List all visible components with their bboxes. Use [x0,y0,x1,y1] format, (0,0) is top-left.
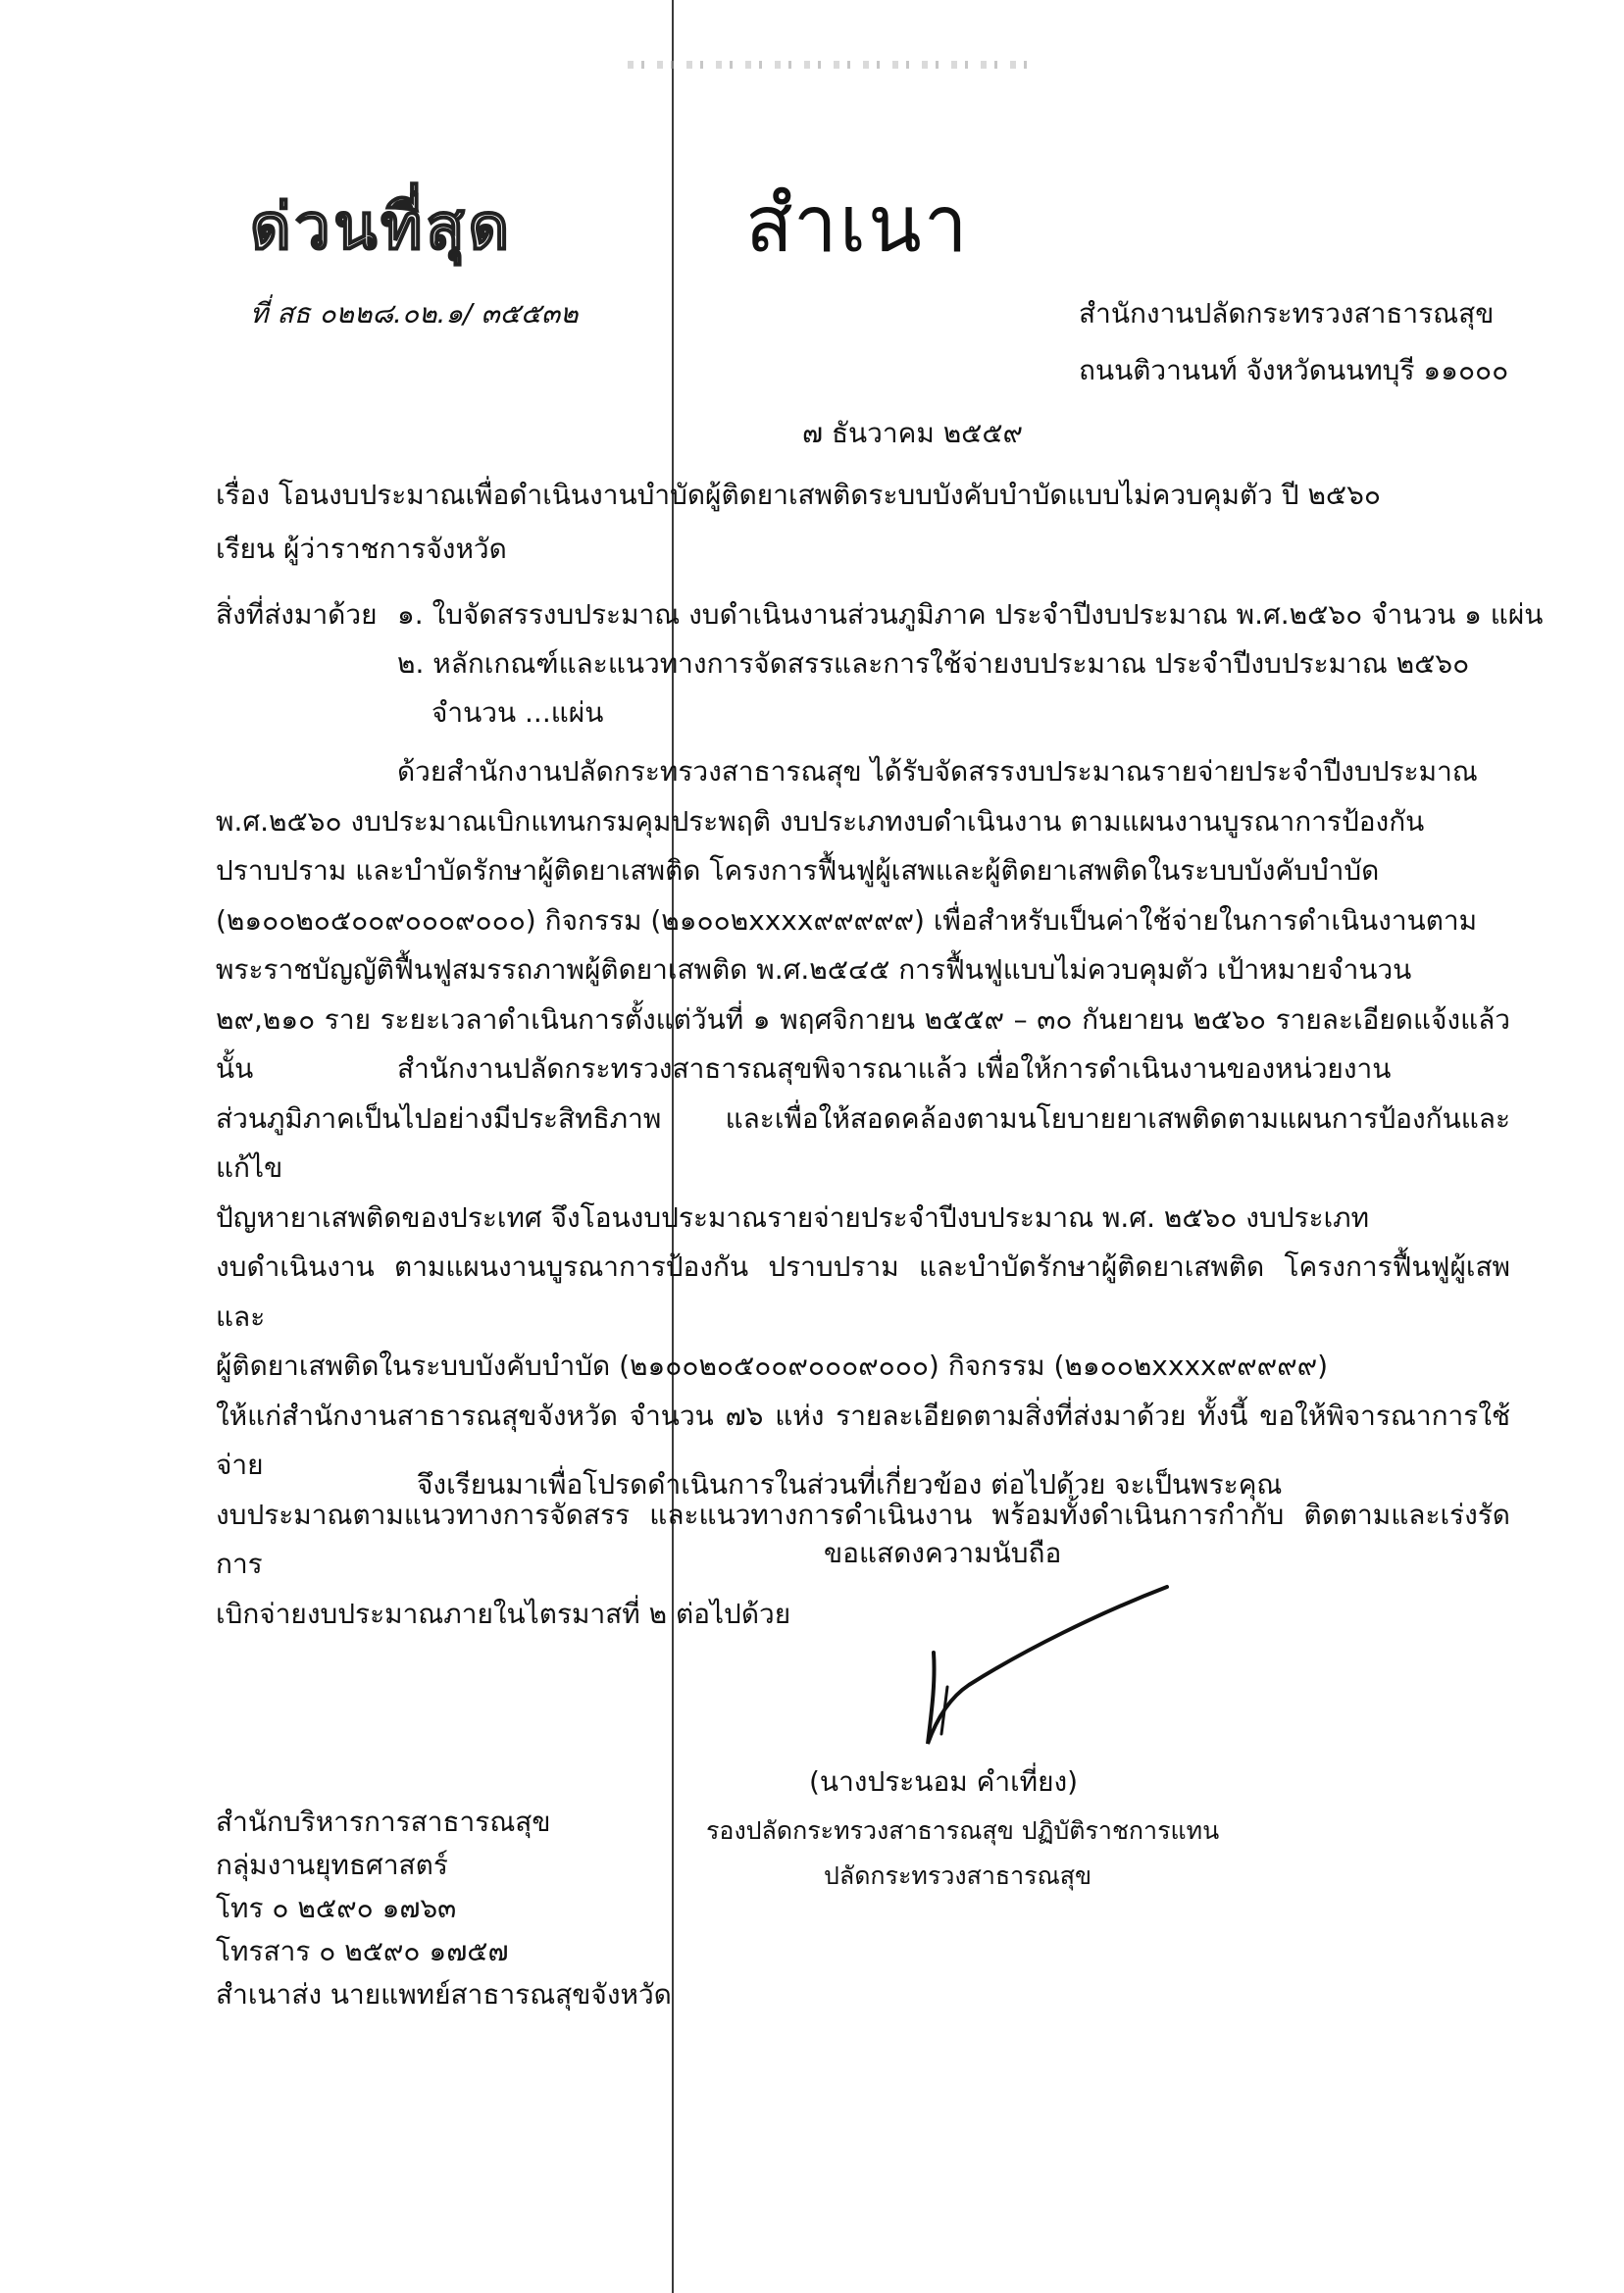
urgent-stamp: ด่วนที่สุด [250,191,514,264]
signer-name: (นางประนอม คำเที่ยง) [809,1765,1079,1798]
footer-office: สำนักบริหารการสาธารณสุข [216,1806,551,1838]
p1-line4: (๒๑๐๐๒๐๕๐๐๙๐๐๐๙๐๐๐) กิจกรรม (๒๑๐๐๒xxxx๙๙๙๙๙) เพื่อสำหรับเป็นค่าใช้จ่ายในการดำเนินงานตาม [216,903,1478,937]
p2-line2: ส่วนภูมิภาคเป็นไปอย่างมีประสิทธิภาพ และเพื่อให้สอดคล้องตามนโยบายยาเสพติดตามแผนการป้องกันและแก้ไข [216,1101,1510,1184]
letter-date: ๗ ธันวาคม ๒๕๕๙ [802,417,1024,449]
handwritten-signature [912,1579,1206,1756]
addressee-line: เรียน ผู้ว่าราชการจังหวัด [216,533,507,565]
footer-cc: สำเนาส่ง นายแพทย์สาธารณสุขจังหวัด [216,1978,672,2011]
sender-address-line2: ถนนติวานนท์ จังหวัดนนทบุรี ๑๑๐๐๐ [1079,354,1509,386]
p2-line7: งบประมาณตามแนวทางการจัดสรร และแนวทางการดำเนินงาน พร้อมทั้งดำเนินการกำกับ ติดตามและเร่งรัดการ [216,1498,1510,1580]
copy-mark: สำเนา [745,178,970,270]
p1-line6: ๒๙,๒๑๐ ราย ระยะเวลาดำเนินการตั้งแต่วันที่ ๑ พฤศจิกายน ๒๕๕๙ – ๓๐ กันยายน ๒๕๖๐ รายละเอียดแจ้งแล้ว นั้น [216,1002,1510,1085]
signer-title-2: ปลัดกระทรวงสาธารณสุข [824,1861,1092,1890]
scan-noise [628,61,1040,69]
p2-line4: งบดำเนินงาน ตามแผนงานบูรณาการป้องกัน ปราบปราม และบำบัดรักษาผู้ติดยาเสพติด โครงการฟื้นฟูผู้เสพและ [216,1250,1510,1333]
closing-line: จึงเรียนมาเพื่อโปรดดำเนินการในส่วนที่เกี่ยวข้อง ต่อไปด้วย จะเป็นพระคุณ [417,1468,1283,1501]
reference-number: ที่ สธ ๐๒๒๘.๐๒.๑/ ๓๕๕๓๒ [250,297,579,330]
body-paragraph-1 [216,747,1510,1095]
enclosure-item-1: ๑. ใบจัดสรรงบประมาณ งบดำเนินงานส่วนภูมิภาค ประจำปีงบประมาณ พ.ศ.๒๕๖๐ จำนวน ๑ แผ่น [397,598,1544,631]
sender-address-line1: สำนักงานปลัดกระทรวงสาธารณสุข [1079,297,1495,330]
p1-line1: ด้วยสำนักงานปลัดกระทรวงสาธารณสุข ได้รับจัดสรรงบประมาณรายจ่ายประจำปีงบประมาณ [397,755,1478,788]
enclosures-label: สิ่งที่ส่งมาด้วย [216,598,378,631]
p2-line5: ผู้ติดยาเสพติดในระบบบังคับบำบัด (๒๑๐๐๒๐๕๐๐๙๐๐๐๙๐๐๐) กิจกรรม (๒๑๐๐๒xxxx๙๙๙๙๙) [216,1350,1329,1382]
signer-title-1: รองปลัดกระทรวงสาธารณสุข ปฏิบัติราชการแทน [706,1816,1220,1845]
p2-line1: สำนักงานปลัดกระทรวงสาธารณสุขพิจารณาแล้ว เพื่อให้การดำเนินงานของหน่วยงาน [397,1052,1392,1085]
p1-line3: ปราบปราม และบำบัดรักษาผู้ติดยาเสพติด โครงการฟื้นฟูผู้เสพและผู้ติดยาเสพติดในระบบบังคับบำบัด [216,854,1380,887]
enclosure-item-2: ๒. หลักเกณฑ์และแนวทางการจัดสรรและการใช้จ่ายงบประมาณ ประจำปีงบประมาณ ๒๕๖๐ [397,647,1470,680]
p1-line2: พ.ศ.๒๕๖๐ งบประมาณเบิกแทนกรมคุมประพฤติ งบประเภทงบดำเนินงาน ตามแผนงานบูรณาการป้องกัน [216,804,1425,838]
regards-line: ขอแสดงความนับถือ [824,1537,1062,1569]
p1-line5: พระราชบัญญัติฟื้นฟูสมรรถภาพผู้ติดยาเสพติด พ.ศ.๒๕๔๕ การฟื้นฟูแบบไม่ควบคุมตัว เป้าหมายจำนวน [216,953,1412,986]
p2-line8: เบิกจ่ายงบประมาณภายในไตรมาสที่ ๒ ต่อไปด้วย [216,1597,791,1630]
footer-fax: โทรสาร ๐ ๒๕๙๐ ๑๗๕๗ [216,1935,509,1967]
enclosure-item-2-count: จำนวน ...แผ่น [431,696,604,729]
footer-phone: โทร ๐ ๒๕๙๐ ๑๗๖๓ [216,1892,457,1924]
footer-group: กลุ่มงานยุทธศาสตร์ [216,1849,448,1881]
subject-line: เรื่อง โอนงบประมาณเพื่อดำเนินงานบำบัดผู้ติดยาเสพติดระบบบังคับบำบัดแบบไม่ควบคุมตัว ปี ๒๕๖๐ [216,479,1381,511]
p2-line3: ปัญหายาเสพติดของประเทศ จึงโอนงบประมาณรายจ่ายประจำปีงบประมาณ พ.ศ. ๒๕๖๐ งบประเภท [216,1200,1370,1234]
p2-line6: ให้แก่สำนักงานสาธารณสุขจังหวัด จำนวน ๗๖ แห่ง รายละเอียดตามสิ่งที่ส่งมาด้วย ทั้งนี้ ขอให้พิจารณาการใช้จ่าย [216,1399,1510,1481]
